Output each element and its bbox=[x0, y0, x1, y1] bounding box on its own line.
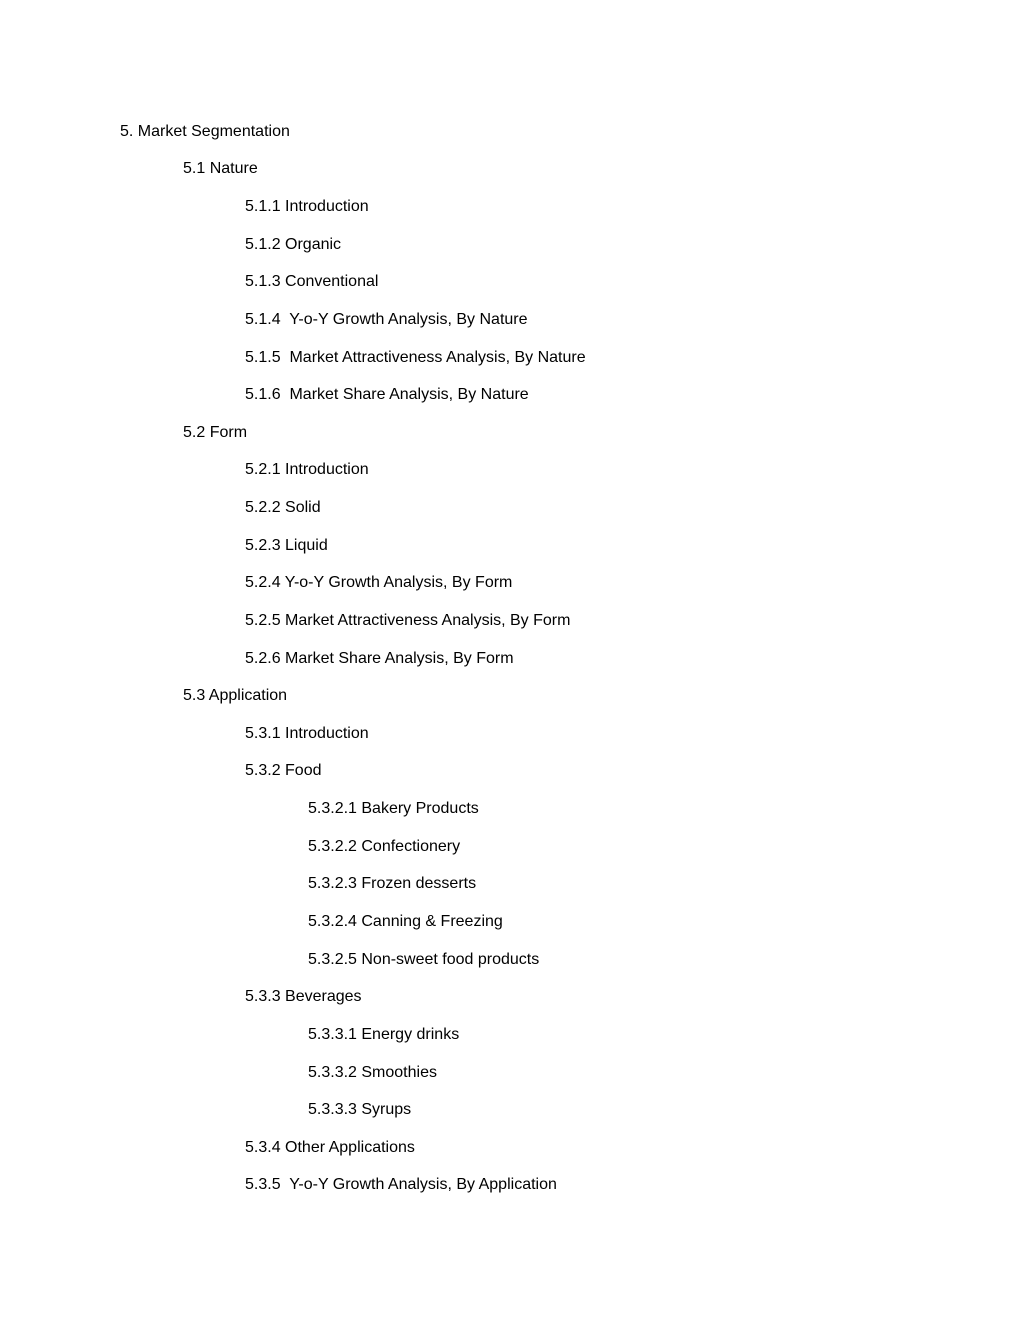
list-item: 5.1.6 Market Share Analysis, By Nature bbox=[245, 386, 529, 403]
list-item: 5.2.1 Introduction bbox=[245, 461, 369, 478]
list-item: 5.1.5 Market Attractiveness Analysis, By Nature bbox=[245, 349, 586, 366]
list-item: 5.3.3.3 Syrups bbox=[308, 1101, 412, 1118]
list-item: 5.3.3.1 Energy drinks bbox=[308, 1026, 460, 1043]
list-item: 5.3.2.4 Canning & Freezing bbox=[308, 913, 503, 930]
list-item: 5.2.4 Y-o-Y Growth Analysis, By Form bbox=[245, 574, 513, 591]
list-item: 5.1.3 Conventional bbox=[245, 273, 379, 290]
list-item: 5.3.2.1 Bakery Products bbox=[308, 800, 479, 817]
list-item: 5.2.5 Market Attractiveness Analysis, By Form bbox=[245, 612, 571, 629]
list-item: 5.3.3.2 Smoothies bbox=[308, 1064, 437, 1081]
list-item: 5.3.2.5 Non-sweet food products bbox=[308, 951, 540, 968]
list-item: 5.3.5 Y-o-Y Growth Analysis, By Application bbox=[245, 1176, 557, 1193]
list-item: 5.3.1 Introduction bbox=[245, 725, 369, 742]
subsection-title-form: 5.2 Form bbox=[183, 424, 248, 441]
list-item: 5.3.2.3 Frozen desserts bbox=[308, 875, 477, 892]
list-item-food: 5.3.2 Food bbox=[245, 762, 322, 779]
list-item: 5.3.2.2 Confectionery bbox=[308, 838, 461, 855]
list-item: 5.2.6 Market Share Analysis, By Form bbox=[245, 650, 514, 667]
list-item: 5.1.2 Organic bbox=[245, 236, 342, 253]
list-item: 5.3.4 Other Applications bbox=[245, 1139, 415, 1156]
list-item: 5.1.1 Introduction bbox=[245, 198, 369, 215]
section-heading: 5. Market Segmentation bbox=[120, 123, 290, 140]
list-item: 5.2.2 Solid bbox=[245, 499, 321, 516]
subsection-title-nature: 5.1 Nature bbox=[183, 160, 258, 177]
subsection-title-application: 5.3 Application bbox=[183, 687, 288, 704]
list-item-beverages: 5.3.3 Beverages bbox=[245, 988, 362, 1005]
list-item: 5.2.3 Liquid bbox=[245, 537, 328, 554]
list-item: 5.1.4 Y-o-Y Growth Analysis, By Nature bbox=[245, 311, 528, 328]
